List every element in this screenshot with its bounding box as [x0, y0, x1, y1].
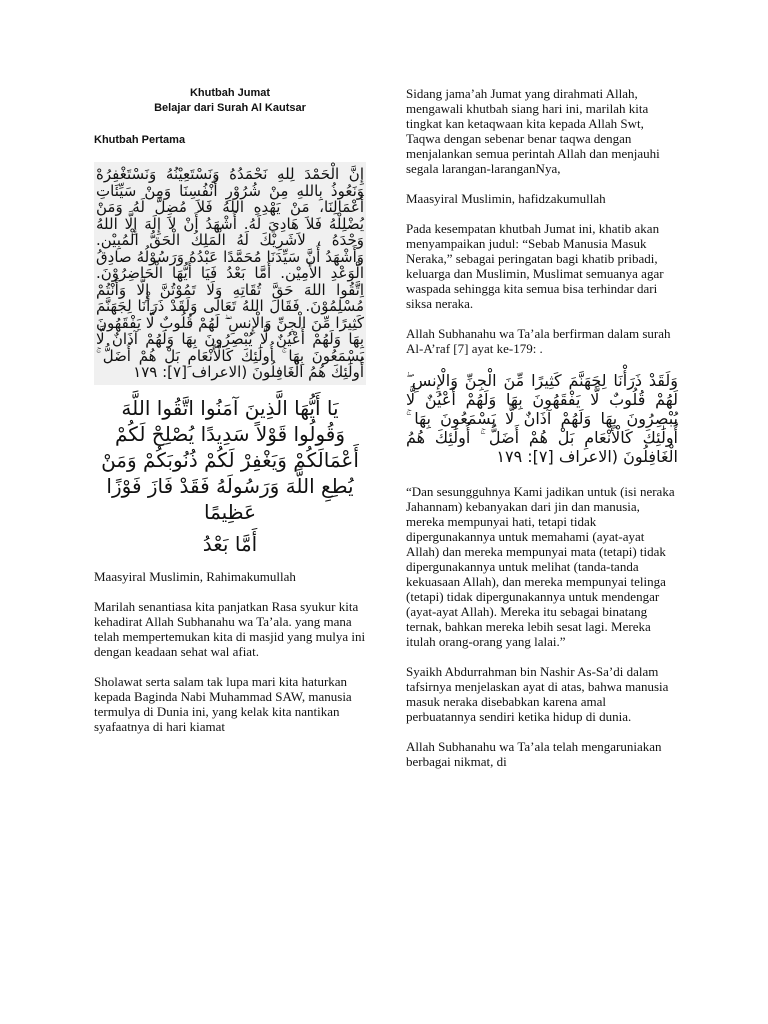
- arabic-amma-badu: أَمَّا بَعْدُ: [202, 531, 258, 556]
- left-column: [94, 86, 366, 749]
- arabic-ayah-text: وَلَقَدْ ذَرَأْنَا لِجَهَنَّمَ كَثِيرًا مِّنَ الْجِنِّ وَالْإِنسِ ۖ لَهُمْ قُلُوبٌ لَّا يَفْقَهُونَ بِهَا وَلَهُمْ أَعْيُنٌ لَّا يُبْصِرُونَ بِهَا وَلَهُمْ آذَانٌ لَّا يَسْمَعُونَ بِهَا ۚ أُولَٰئِكَ كَالْأَنْعَامِ بَلْ هُمْ أَضَلُّ ۚ أُولَٰئِكَ هُمُ الْغَافِلُونَ (الاعراف [٧]: ١٧٩: [406, 371, 678, 466]
- section-heading: Khutbah Pertama: [94, 134, 186, 146]
- paragraph: Pada kesempatan khutbah Jumat ini, khatib akan menyampaikan judul: “Sebab Manusia Masuk Neraka,” sebagai peringatan bagi khatib pribadi, keluarga dan Muslimin, Muslimat semuanya agar waspada sehingga kita semua bisa terhindar dari siksa neraka.: [406, 221, 664, 311]
- paragraph: Allah Subhanahu wa Ta’ala telah mengaruniakan berbagai nikmat, di: [406, 739, 662, 769]
- paragraph: Sidang jama’ah Jumat yang dirahmati Allah, mengawali khutbah siang hari ini, marilah kita tingkat kan ketaqwaan kita kepada Allah Swt, Taqwa dengan sebenar benar taqwa dengan menjalankan semua perintah Allah dan menjauhi segala larangan-laranganNya,: [406, 86, 660, 176]
- translation-paragraph: “Dan sesungguhnya Kami jadikan untuk (isi neraka Jahannam) kebanyakan dari jin dan manusia, mereka mempunyai hati, tetapi tidak dipergunakannya untuk memahami (ayat-ayat Allah) dan mereka mempunyai mata (tetapi) tidak dipergunakannya untuk melihat (tanda-tanda kekuasaan Allah), dan mereka mempunyai telinga (tetapi) tidak dipergunakannya untuk mendengar (ayat-ayat Allah). Mereka itu sebagai binatang ternak, bahkan mereka lebih sesat lagi. Mereka itulah orang-orang yang lalai.”: [406, 484, 675, 649]
- paragraph: Marilah senantiasa kita panjatkan Rasa syukur kita kehadirat Allah Subhanahu wa Ta’ala. yang mana telah mempertemukan kita di masjid yang mulya ini dengan keadaan sehat wal afiat.: [94, 598, 366, 659]
- paragraph: Allah Subhanahu wa Ta’ala berfirman dalam surah Al-A’raf [7] ayat ke-179: .: [406, 326, 671, 356]
- arabic-opening-text: إِنَّ الْحَمْدَ لِلهِ نَحْمَدُهُ وَنَسْتَعِيْنُهُ وَنَسْتَغْفِرُهْ وَنَعُوذُ بِاللهِ مِنْ شُرُوْرِ أَنْفُسِنَا وَمِنْ سَيِّئَاتِ أَعْمَالِنَا، مَنْ يَهْدِهِ اللهُ فَلاَ مُضِلَّ لَهُ وَمَنْ يُضْلِلْهُ فَلاَ هَادِيَ لَهُ. أَشْهَدُ أَنْ لاَ إِلَهَ إِلَّا اللهُ وَحْدَهُ ، لاَشَرِيْكَ لَهُ الْمَلِكُ الْحَقُّ الْمُبِيْن. وَأَشْهَدُ أَنَّ سَيِّدَنَا مُحَمَّدًا عَبْدُهُ وَرَسُوْلُهُ صادِقُ الْوَعْدِ الأَمِيْن. أَمَّا بَعْدُ فَيَا أَيُّهَا الْحَاضِرُوْنَ. اِتَّقُوا اللهَ حَقَّ تُقَاتِهِ وَلَا تَمُوْتُنَّ إِلَّا وَأَنْتُمْ مُسْلِمُوْنَ. فَقَالَ اللهُ تَعَالَى وَلَقَدْ ذَرَأْنَا لِجَهَنَّمَ كَثِيرًا مِّنَ الْجِنِّ وَالْإِنسِ ۖ لَهُمْ قُلُوبٌ لَّا يَفْقَهُونَ بِهَا وَلَهُمْ أَعْيُنٌ لَّا يُبْصِرُونَ بِهَا وَلَهُمْ آذَانٌ لَّا يَسْمَعُونَ بِهَا ۚ أُولَٰئِكَ كَالْأَنْعَامِ بَلْ هُمْ أَضَلُّ ۚ أُولَٰئِكَ هُمُ الْغَافِلُونَ (الاعراف [٧]: ١٧٩: [94, 162, 366, 385]
- document-title: Khutbah Jumat: [189, 87, 271, 99]
- right-column: [406, 86, 678, 784]
- paragraph: Syaikh Abdurrahman bin Nashir As-Sa’di dalam tafsirnya menjelaskan ayat di atas, bahwa manusia masuk neraka disebabkan karena amal perbuatannya sendiri ketika hidup di dunia.: [406, 664, 669, 724]
- paragraph: Maasyiral Muslimin, Rahimakumullah: [94, 568, 296, 584]
- document-subtitle: Belajar dari Surah Al Kautsar: [154, 102, 306, 114]
- paragraph: Maasyiral Muslimin, hafidzakumullah: [406, 191, 606, 206]
- arabic-verse-text: يَا أَيُّهَا الَّذِينَ آمَنُوا اتَّقُوا اللَّهَ وَقُولُوا قَوْلاً سَدِيدًا يُصْلِحْ لَكُمْ أَعْمَالَكُمْ وَيَغْفِرْ لَكُمْ ذُنُوبَكُمْ وَمَنْ يُطِعِ اللَّهَ وَرَسُولَهُ فَقَدْ فَازَ فَوْزًا عَظِيمًا: [101, 395, 359, 524]
- paragraph: Sholawat serta salam tak lupa mari kita haturkan kepada Baginda Nabi Muhammad SAW, manusia termulya di Dunia ini, yang kelak kita nantikan syafaatnya di hari kiamat: [94, 673, 352, 734]
